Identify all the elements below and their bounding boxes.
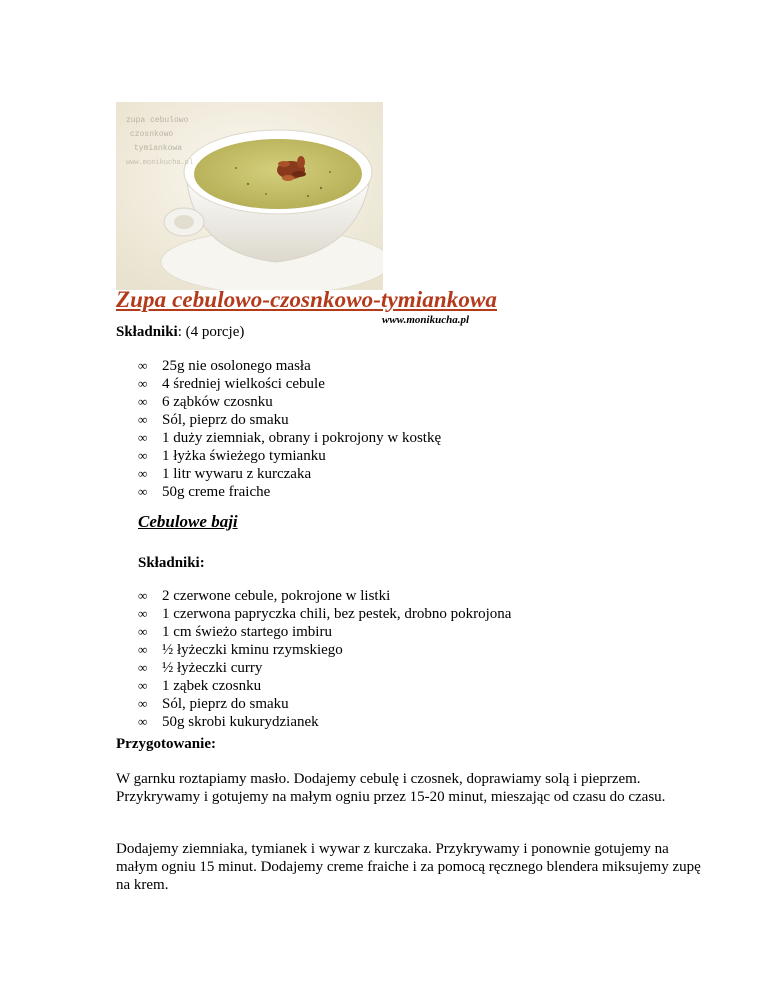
- list-item: [138, 713, 598, 731]
- bullet-icon: ∞: [138, 376, 148, 391]
- list-item: [138, 605, 598, 623]
- list-item: [138, 393, 558, 411]
- list-item: [138, 695, 598, 713]
- ingredients-label: Składniki: [116, 324, 178, 340]
- bullet-icon: ∞: [138, 642, 148, 657]
- list-item-text: 1 duży ziemniak, obrany i pokrojony w kostkę: [162, 430, 442, 446]
- list-item: [138, 465, 558, 483]
- list-item-text: 50g creme fraiche: [162, 484, 271, 500]
- bullet-icon: ∞: [138, 358, 148, 373]
- ingredients-heading: [116, 324, 244, 341]
- list-item: [138, 411, 558, 429]
- list-item-text: 25g nie osolonego masła: [162, 358, 311, 374]
- bullet-icon: ∞: [138, 624, 148, 639]
- ingredients-note: : (4 porcje): [177, 324, 245, 340]
- svg-text:czosnkowo: czosnkowo: [130, 130, 174, 139]
- list-item-text: 1 litr wywaru z kurczaka: [162, 466, 312, 482]
- list-item-text: 1 cm świeżo startego imbiru: [162, 624, 332, 640]
- list-item: [138, 357, 558, 375]
- preparation-paragraph: Dodajemy ziemniaka, tymianek i wywar z kurczaka. Przykrywamy i ponownie gotujemy na małym ogniu 15 minut. Dodajemy creme fraiche i za pomocą ręcznego blendera miksujemy zupę na krem.: [116, 841, 701, 893]
- svg-text:www.monikucha.pl: www.monikucha.pl: [126, 159, 194, 167]
- bullet-icon: ∞: [138, 714, 148, 729]
- bajji-title: Cebulowe baji: [138, 512, 238, 531]
- list-item-text: Sól, pieprz do smaku: [162, 412, 289, 428]
- list-item: [138, 641, 598, 659]
- bullet-icon: ∞: [138, 660, 148, 675]
- preparation-paragraph: W garnku roztapiamy masło. Dodajemy cebulę i czosnek, doprawiamy solą i pieprzem. Przykrywamy i gotujemy na małym ogniu przez 15-20 minut, mieszając od czasu do czasu.: [116, 771, 666, 805]
- bullet-icon: ∞: [138, 466, 148, 481]
- list-item-text: Sól, pieprz do smaku: [162, 696, 289, 712]
- bullet-icon: ∞: [138, 606, 148, 621]
- list-item: [138, 375, 558, 393]
- list-item-text: 1 czerwona papryczka chili, bez pestek, drobno pokrojona: [162, 606, 512, 622]
- photo-overlay-text: zupa cebulowo: [126, 116, 189, 125]
- bajji-ingredient-list: [138, 587, 598, 731]
- list-item-text: 6 ząbków czosnku: [162, 394, 273, 410]
- soup-ingredient-list: [138, 357, 558, 501]
- list-item: [138, 659, 598, 677]
- bajji-ingredients-heading: Składniki:: [138, 555, 205, 571]
- list-item-text: ½ łyżeczki curry: [162, 660, 263, 676]
- bullet-icon: ∞: [138, 696, 148, 711]
- list-item-text: 2 czerwone cebule, pokrojone w listki: [162, 588, 391, 604]
- site-url: www.monikucha.pl: [382, 314, 470, 326]
- list-item: [138, 677, 598, 695]
- list-item-text: 50g skrobi kukurydzianek: [162, 714, 319, 730]
- bullet-icon: ∞: [138, 484, 148, 499]
- bullet-icon: ∞: [138, 678, 148, 693]
- list-item-text: 1 łyżka świeżego tymianku: [162, 448, 326, 464]
- list-item-text: 4 średniej wielkości cebule: [162, 376, 325, 392]
- list-item: [138, 447, 558, 465]
- preparation-heading: Przygotowanie:: [116, 736, 216, 752]
- bullet-icon: ∞: [138, 430, 148, 445]
- svg-text:tymiankowa: tymiankowa: [134, 144, 183, 153]
- list-item-text: ½ łyżeczki kminu rzymskiego: [162, 642, 343, 658]
- list-item-text: 1 ząbek czosnku: [162, 678, 262, 694]
- soup-photo: [116, 102, 383, 290]
- list-item: [138, 429, 558, 447]
- list-item: [138, 483, 558, 501]
- soup-bowl-image: [116, 102, 383, 290]
- bullet-icon: ∞: [138, 448, 148, 463]
- bullet-icon: ∞: [138, 412, 148, 427]
- list-item: [138, 623, 598, 641]
- list-item: [138, 587, 598, 605]
- bullet-icon: ∞: [138, 394, 148, 409]
- recipe-title[interactable]: Zupa cebulowo-czosnkowo-tymiankowa: [116, 287, 498, 312]
- bullet-icon: ∞: [138, 588, 148, 603]
